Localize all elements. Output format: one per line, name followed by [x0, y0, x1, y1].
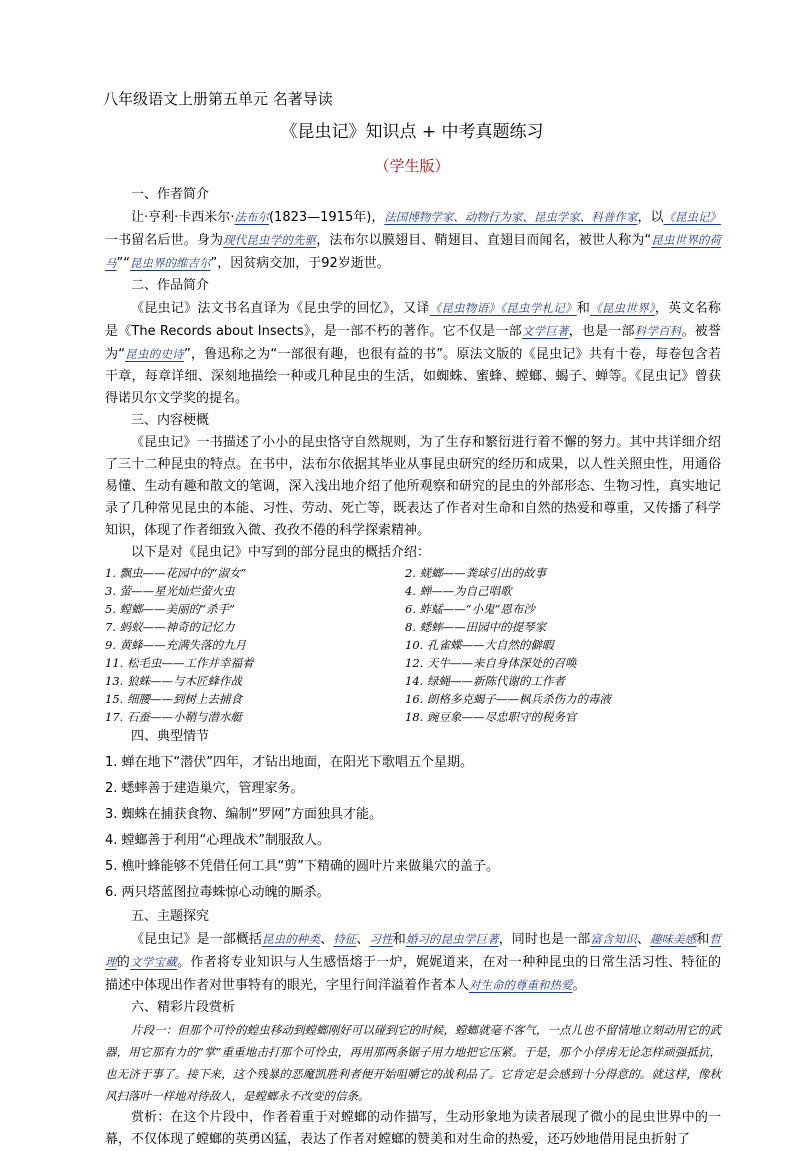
highlighted-term: 昆虫的史诗	[124, 347, 184, 361]
text-run: ，也是一部	[568, 324, 635, 339]
summary-paragraph	[105, 432, 721, 542]
plot-item: 4. 螳螂善于利用“心理战术”制服敌人。	[105, 833, 331, 848]
section-summary	[103, 410, 721, 726]
highlighted-term: 科学百科	[634, 324, 682, 338]
highlighted-term: 《昆虫物语》《昆虫学札记》	[429, 301, 577, 315]
plot-item: 3. 蜘蛛在捕获食物、编制“罗网”方面独具才能。	[105, 807, 383, 822]
insect-item: 1. 飘虫——花园中的“淑女”	[105, 566, 247, 580]
insect-item: 4. 蝉——为自己唱歌	[405, 584, 512, 598]
plot-item: 2. 蟋蟀善于建造巢穴，管理家务。	[105, 781, 304, 796]
highlighted-term: 趣味美感	[649, 932, 697, 946]
document-content	[103, 86, 721, 1151]
theme-paragraph	[105, 928, 721, 997]
highlighted-term: 文学巨著	[521, 324, 569, 338]
section-heading: 五、主题探究	[131, 909, 210, 924]
insect-item: 10. 孔雀蝶——大自然的僻暇	[405, 638, 554, 652]
section-heading: 一、作者简介	[131, 187, 210, 202]
plot-item: 5. 樵叶蜂能够不凭借任何工具“剪”下精确的圆叶片来做巢穴的盖子。	[105, 859, 500, 874]
text-run: 、	[320, 932, 334, 947]
text-run: 让·亨利·卡西米尔·	[131, 210, 235, 225]
insect-item: 15. 细腰——到树上去捕食	[105, 692, 242, 706]
plot-list	[105, 750, 721, 906]
insect-item: 14. 绿蝇——新陈代谢的工作者	[405, 674, 565, 688]
text-run: (1823—1915年)，	[268, 210, 385, 225]
highlighted-term: 习性	[369, 932, 393, 946]
insect-item: 8. 蟋蟀——田园中的提琴家	[405, 620, 547, 634]
insect-item: 2. 蜣螂——粪球引出的故事	[405, 566, 547, 580]
highlighted-term: 昆虫界的维吉尔	[129, 256, 211, 270]
section-heading: 三、内容梗概	[131, 413, 210, 428]
text-run: 、	[636, 932, 650, 947]
plot-item: 6. 两只塔蓝图拉毒蛛惊心动魄的厮杀。	[105, 885, 330, 900]
unit-title: 八年级语文上册第五单元 名著导读	[103, 90, 333, 108]
highlighted-term: 法布尔	[234, 210, 269, 224]
insect-item: 5. 螳螂——美丽的“杀手”	[105, 602, 235, 616]
insect-item: 16. 朗格多克蝎子——枫兵杀伤力的毒液	[405, 692, 611, 706]
text-run: ”“	[116, 256, 130, 271]
section-work	[103, 275, 721, 410]
highlighted-term: 特征	[333, 932, 357, 946]
insect-item: 3. 萤——星光灿烂萤火虫	[105, 584, 235, 598]
text-run: ，同时也是一部	[498, 932, 591, 947]
text-run: 的	[116, 955, 131, 970]
text-run: ，法布尔以膜翅目、鞘翅目、直翅目而闻名，被世人称为“	[316, 233, 652, 248]
text-run: ，英文名称是《The Records about Insects》，是一部不朽的著作。它不仅是一部	[105, 301, 721, 339]
main-title: 《昆虫记》知识点 + 中考真题练习	[280, 122, 544, 142]
text-run: ”，鲁迅称之为“一部很有趣，也很有益的书”。原法文版的《昆虫记》共有十卷，每卷包含若干章，每章详细、深刻地描绘一种或几种昆虫的生活，如蜘蛛、蜜蜂、螳螂、蝎子、蝉等。《昆虫记》曾获得诺贝尔文学奖的提名。	[105, 347, 721, 406]
highlighted-term: 对生命的尊重和热爱	[469, 978, 573, 992]
section-heading: 六、精彩片段赏析	[131, 1000, 236, 1015]
work-paragraph	[105, 297, 721, 410]
highlighted-term: 婚习的昆虫学巨著	[405, 932, 499, 946]
section-excerpt	[103, 997, 721, 1151]
highlighted-term: 富含知识	[590, 932, 637, 946]
highlighted-term: 哲理	[105, 932, 721, 969]
section-plots	[103, 726, 721, 906]
insect-list-intro: 以下是对《昆虫记》中写到的部分昆虫的概括介绍：	[131, 545, 431, 560]
insect-item: 7. 蚂蚁——神奇的记忆力	[105, 620, 235, 634]
highlighted-term: 昆虫世界的荷马	[105, 233, 721, 270]
highlighted-term: 《昆虫记》	[663, 210, 722, 224]
section-author	[103, 184, 721, 275]
text-run: 《昆虫记》是一部概括	[131, 932, 263, 947]
text-run: 。被誉为“	[105, 324, 721, 362]
insect-item: 6. 蚱蜢——“小鬼”恩布沙	[405, 602, 535, 616]
text-run: 《昆虫记》一书描述了小小的昆虫恪守自然规则，为了生存和繁衍进行着不懈的努力。其中共详细介绍了三十二种昆虫的特点。在书中，法布尔依据其毕业从事昆虫研究的经历和成果，以人性关照虫性，用通俗易懂、生动有趣和散文的笔调，深入浅出地介绍了他所观察和研究的昆虫的外部形态、生物习性，真实地记录了几种常见昆虫的本能、习性、劳动、死亡等，既表达了作者对生命和自然的热爱和尊重，又传播了科学知识，体现了作者细致入微、孜孜不倦的科学探索精神。	[105, 435, 721, 538]
excerpt-paragraph: 片段一：但那个可怜的蝗虫移动到螳螂刚好可以碰到它的时候，螳螂就毫不客气，一点儿也不留情地立刻动用它的武器，用它那有力的“掌”重重地击打那个可怜虫，再用那两条锯子用力地把它压紧。于是，那个小俘虏无论怎样顽强抵抗，也无济于事了。接下来，这个残暴的恶魔凯胜利者便开始咀嚼它的战利品了。它肯定是会感到十分得意的。就这样，像秋风扫落叶一样地对待敌人，是螳螂永不改变的信条。	[105, 1023, 721, 1103]
text-run: 。作者将专业知识与人生感悟熔于一炉，娓娓道来，在对一种种昆虫的日常生活习性、特征的描述中体现出作者对世事特有的眼光，字里行间洋溢着作者本人	[105, 955, 721, 993]
insect-item: 17. 石蚕——小鞘与潜水艇	[105, 710, 242, 724]
text-run: 《昆虫记》法文书名直译为《昆虫学的回忆》，又译	[131, 301, 430, 316]
insect-item: 18. 豌豆象——尽忠职守的税务官	[405, 710, 577, 724]
highlighted-term: 法国博物学家、动物行为家、昆虫学家、科普作家	[384, 210, 638, 224]
section-heading: 四、典型情节	[131, 729, 210, 744]
text-run: 。	[572, 978, 586, 993]
text-run: ，以	[637, 210, 664, 225]
insect-item: 13. 狼蛛——与木匠蜂作战	[105, 674, 242, 688]
text-run: 和	[696, 932, 710, 947]
insect-item: 12. 天牛——来自身体深处的召唤	[405, 656, 577, 670]
text-run: ”，因贫病交加，于92岁逝世。	[210, 256, 390, 271]
insect-item: 11. 松毛虫——工作并幸福着	[105, 656, 254, 670]
insect-list	[105, 564, 721, 726]
edition-label: （学生版）	[374, 157, 450, 175]
text-run: 、	[356, 932, 370, 947]
section-theme	[103, 906, 721, 997]
insect-item: 9. 黄蜂——充满失落的九月	[105, 638, 247, 652]
text-run: 和	[392, 932, 406, 947]
highlighted-term: 《昆虫世界》	[590, 301, 655, 315]
plot-item: 1. 蝉在地下“潜伏”四年，才钻出地面，在阳光下歌唱五个星期。	[105, 755, 474, 770]
highlighted-term: 文学宝藏	[130, 955, 178, 969]
highlighted-term: 现代昆虫学的先驱	[223, 233, 317, 247]
highlighted-term: 昆虫的种类	[262, 932, 321, 946]
section-heading: 二、作品简介	[131, 278, 210, 293]
analysis-paragraph: 赏析：在这个片段中，作者着重于对螳螂的动作描写，生动形象地为读者展现了微小的昆虫世界中的一幕，不仅体现了螳螂的英勇凶猛，表达了作者对螳螂的赞美和对生命的热爱，还巧妙地借用昆虫折射了	[105, 1110, 721, 1147]
text-run: 一书留名后世。身为	[105, 233, 224, 248]
author-paragraph	[105, 206, 721, 275]
text-run: 和	[576, 301, 591, 316]
